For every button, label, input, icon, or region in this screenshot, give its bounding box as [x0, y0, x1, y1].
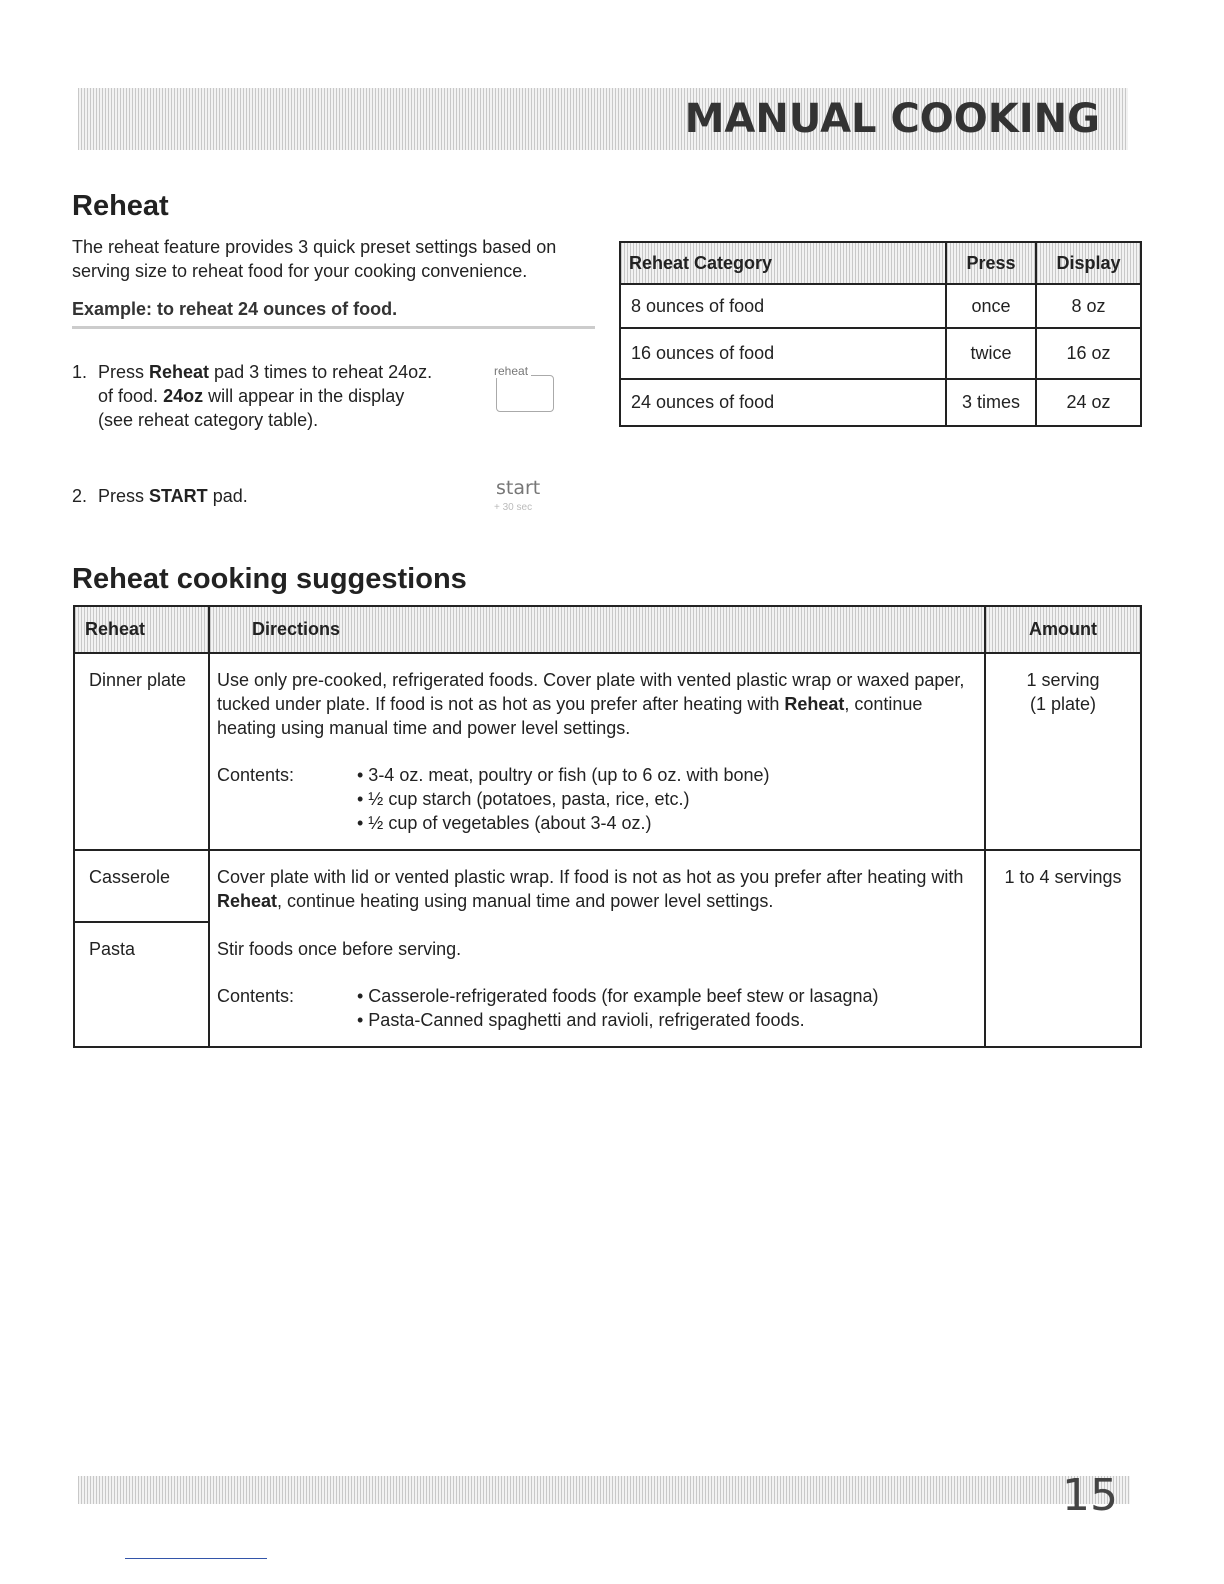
directions-cell: [209, 653, 985, 850]
contents-label: Contents:: [217, 986, 295, 1006]
start-pad-label: start: [496, 477, 541, 499]
text-bold: START: [149, 486, 208, 506]
text-bold: Reheat: [149, 362, 210, 382]
divider: [125, 1558, 267, 1559]
directions-cell: [209, 850, 985, 1047]
cell: 24 oz: [1036, 379, 1141, 426]
reheat-category-table: [619, 241, 1142, 427]
list-item: • ½ cup starch (potatoes, pasta, rice, etc.): [357, 789, 690, 809]
cell: 16 ounces of food: [620, 328, 946, 379]
cell: twice: [946, 328, 1036, 379]
food-name: Pasta: [74, 922, 209, 1047]
text: pad.: [207, 486, 248, 506]
food-name: Casserole: [74, 850, 209, 922]
start-pad-sublabel: + 30 sec: [494, 502, 533, 513]
step-1-text: [98, 360, 438, 432]
contents-list: [357, 763, 770, 835]
step-2-text: [98, 484, 248, 508]
footer-bar: [78, 1476, 1130, 1504]
text-bold: Reheat: [784, 694, 845, 714]
text-bold: Reheat: [217, 891, 278, 911]
reheat-intro: The reheat feature provides 3 quick preset settings based on serving size to reheat food for your cooking convenience.: [72, 237, 557, 281]
cell: 24 ounces of food: [620, 379, 946, 426]
contents-label: Contents:: [217, 765, 295, 785]
column-header: Reheat: [74, 606, 209, 653]
amount: 1 serving: [1026, 670, 1100, 690]
list-item: • Pasta-Canned spaghetti and ravioli, refrigerated foods.: [357, 1010, 805, 1030]
text: , continue heating using manual time and power level settings.: [217, 694, 923, 738]
text: pad 3 times to reheat 24oz. of food.: [98, 362, 433, 406]
reheat-heading: Reheat: [72, 190, 169, 222]
cell: 8 oz: [1036, 284, 1141, 328]
contents: [217, 984, 970, 1032]
table-row: [620, 379, 1141, 426]
list-item: • ½ cup of vegetables (about 3-4 oz.): [357, 813, 652, 833]
section-header-bar: [78, 88, 1128, 150]
cell: 16 oz: [1036, 328, 1141, 379]
text: Cover plate with lid or vented plastic wrap. If food is not as hot as you prefer after heating with: [217, 867, 964, 887]
page-number: 15: [1062, 1470, 1118, 1521]
table-row: [74, 653, 1141, 850]
reheat-pad-illustration: [496, 375, 554, 412]
text: Press: [98, 362, 150, 382]
table-header-row: [74, 606, 1141, 653]
text: , continue heating using manual time and power level settings.: [277, 891, 774, 911]
contents-list: [357, 984, 879, 1032]
amount-cell: 1 to 4 servings: [985, 850, 1141, 1047]
text-bold: 24oz: [163, 386, 204, 406]
column-header: Amount: [985, 606, 1141, 653]
table-row: [620, 284, 1141, 328]
step-number: 2.: [72, 486, 88, 506]
text: Press: [98, 486, 150, 506]
amount: (1 plate): [1029, 694, 1097, 714]
contents: [217, 763, 970, 835]
column-header: Directions: [209, 606, 985, 653]
section-title: MANUAL COOKING: [684, 96, 1100, 142]
directions-text: Stir foods once before serving.: [217, 939, 462, 959]
cell: 3 times: [946, 379, 1036, 426]
table-header-row: [620, 242, 1141, 284]
divider: [72, 326, 595, 329]
list-item: • Casserole-refrigerated foods (for example beef stew or lasagna): [357, 986, 879, 1006]
column-header: Press: [946, 242, 1036, 284]
reheat-suggestions-table: [73, 605, 1142, 1048]
amount-cell: [985, 653, 1141, 850]
list-item: • 3-4 oz. meat, poultry or fish (up to 6 oz. with bone): [357, 765, 770, 785]
cell: 8 ounces of food: [620, 284, 946, 328]
text: Use only pre-cooked, refrigerated foods. Cover plate with vented plastic wrap or waxed paper, tucked under plate. If food is not as hot as you prefer after heating with: [217, 670, 965, 714]
table-row: [620, 328, 1141, 379]
example-text: Example: to reheat 24 ounces of food.: [72, 299, 398, 319]
table-row: [74, 850, 1141, 922]
column-header: Display: [1036, 242, 1141, 284]
column-header: Reheat Category: [620, 242, 946, 284]
text: will appear in the display (see reheat category table).: [98, 386, 405, 430]
reheat-pad-label: reheat: [494, 364, 531, 378]
food-name: Dinner plate: [74, 653, 209, 850]
suggestions-heading: Reheat cooking suggestions: [72, 563, 467, 595]
directions-text: [217, 865, 970, 913]
step-number: 1.: [72, 362, 88, 382]
directions-text: [217, 668, 970, 740]
cell: once: [946, 284, 1036, 328]
